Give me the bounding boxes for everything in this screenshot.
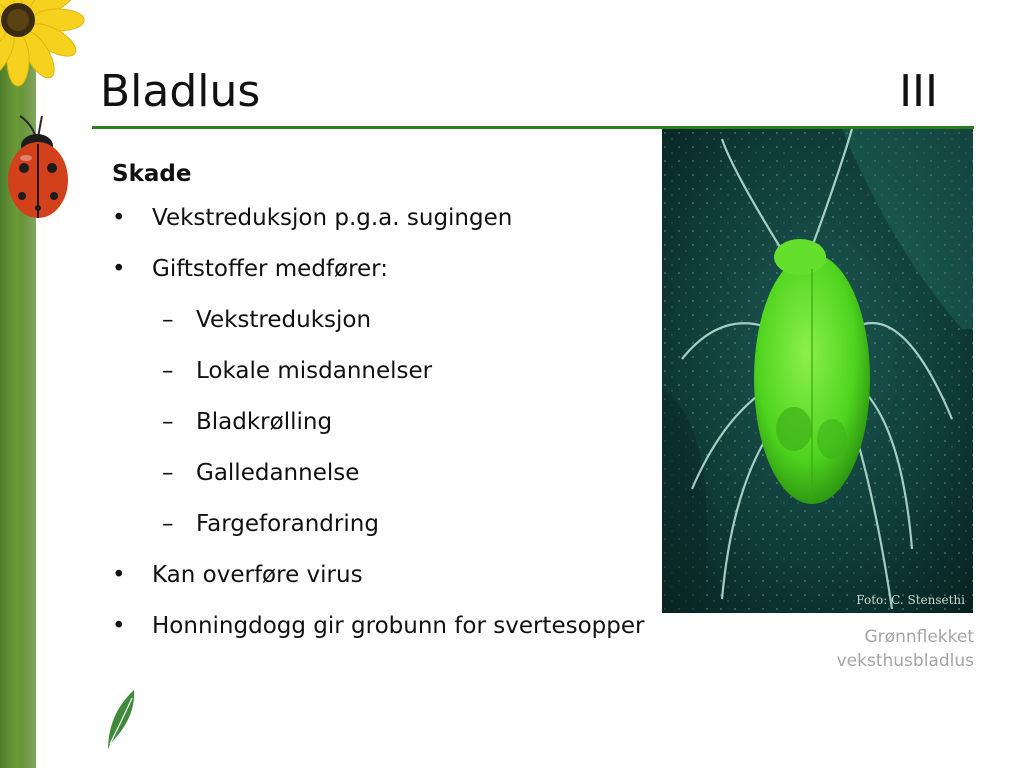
bullet-marker: • xyxy=(112,562,126,588)
dash-marker: – xyxy=(162,307,174,333)
caption-line: veksthusbladlus xyxy=(836,651,974,671)
sub-list-item xyxy=(112,355,672,406)
bullet-marker: • xyxy=(112,613,126,639)
aphid-photo xyxy=(662,129,973,613)
dash-marker: – xyxy=(162,460,174,486)
dash-marker: – xyxy=(162,511,174,537)
sub-list-item-text: Vekstreduksjon xyxy=(196,307,372,333)
bullet-marker: • xyxy=(112,205,126,231)
sub-list-item xyxy=(112,406,672,457)
sub-list-item xyxy=(112,508,672,559)
list-item xyxy=(112,202,672,253)
ladybug-decoration xyxy=(2,112,72,222)
sub-list-item-text: Bladkrølling xyxy=(196,409,333,435)
list-item-text: Kan overføre virus xyxy=(152,562,363,588)
list-item-text: Giftstoffer medfører: xyxy=(152,256,388,282)
list-item xyxy=(112,610,672,661)
sub-list-item-text: Lokale misdannelser xyxy=(196,358,433,384)
dash-marker: – xyxy=(162,409,174,435)
section-heading: Skade xyxy=(112,161,192,187)
slide-title-number: III xyxy=(899,66,938,117)
slide-content xyxy=(112,158,672,661)
dash-marker: – xyxy=(162,358,174,384)
logo-leaf-icon xyxy=(38,684,188,764)
sub-list-item-text: Fargeforandring xyxy=(196,511,379,537)
caption-line: Grønnflekket xyxy=(864,627,974,647)
bioforsk-logo xyxy=(38,684,188,764)
sub-list-item-text: Galledannelse xyxy=(196,460,360,486)
list-item-text: Vekstreduksjon p.g.a. sugingen xyxy=(152,205,513,231)
sub-list-item xyxy=(112,304,672,355)
aphid-illustration xyxy=(662,129,973,613)
list-item xyxy=(112,253,672,304)
photo-caption xyxy=(837,625,974,673)
photo-credit: Foto: C. Stensethi xyxy=(856,593,965,607)
list-item xyxy=(112,559,672,610)
sunflower-decoration xyxy=(0,0,90,92)
sub-list-item xyxy=(112,457,672,508)
list-item-text: Honningdogg gir grobunn for svertesopper xyxy=(152,613,645,639)
slide-title: Bladlus xyxy=(100,66,261,117)
bullet-marker: • xyxy=(112,256,126,282)
